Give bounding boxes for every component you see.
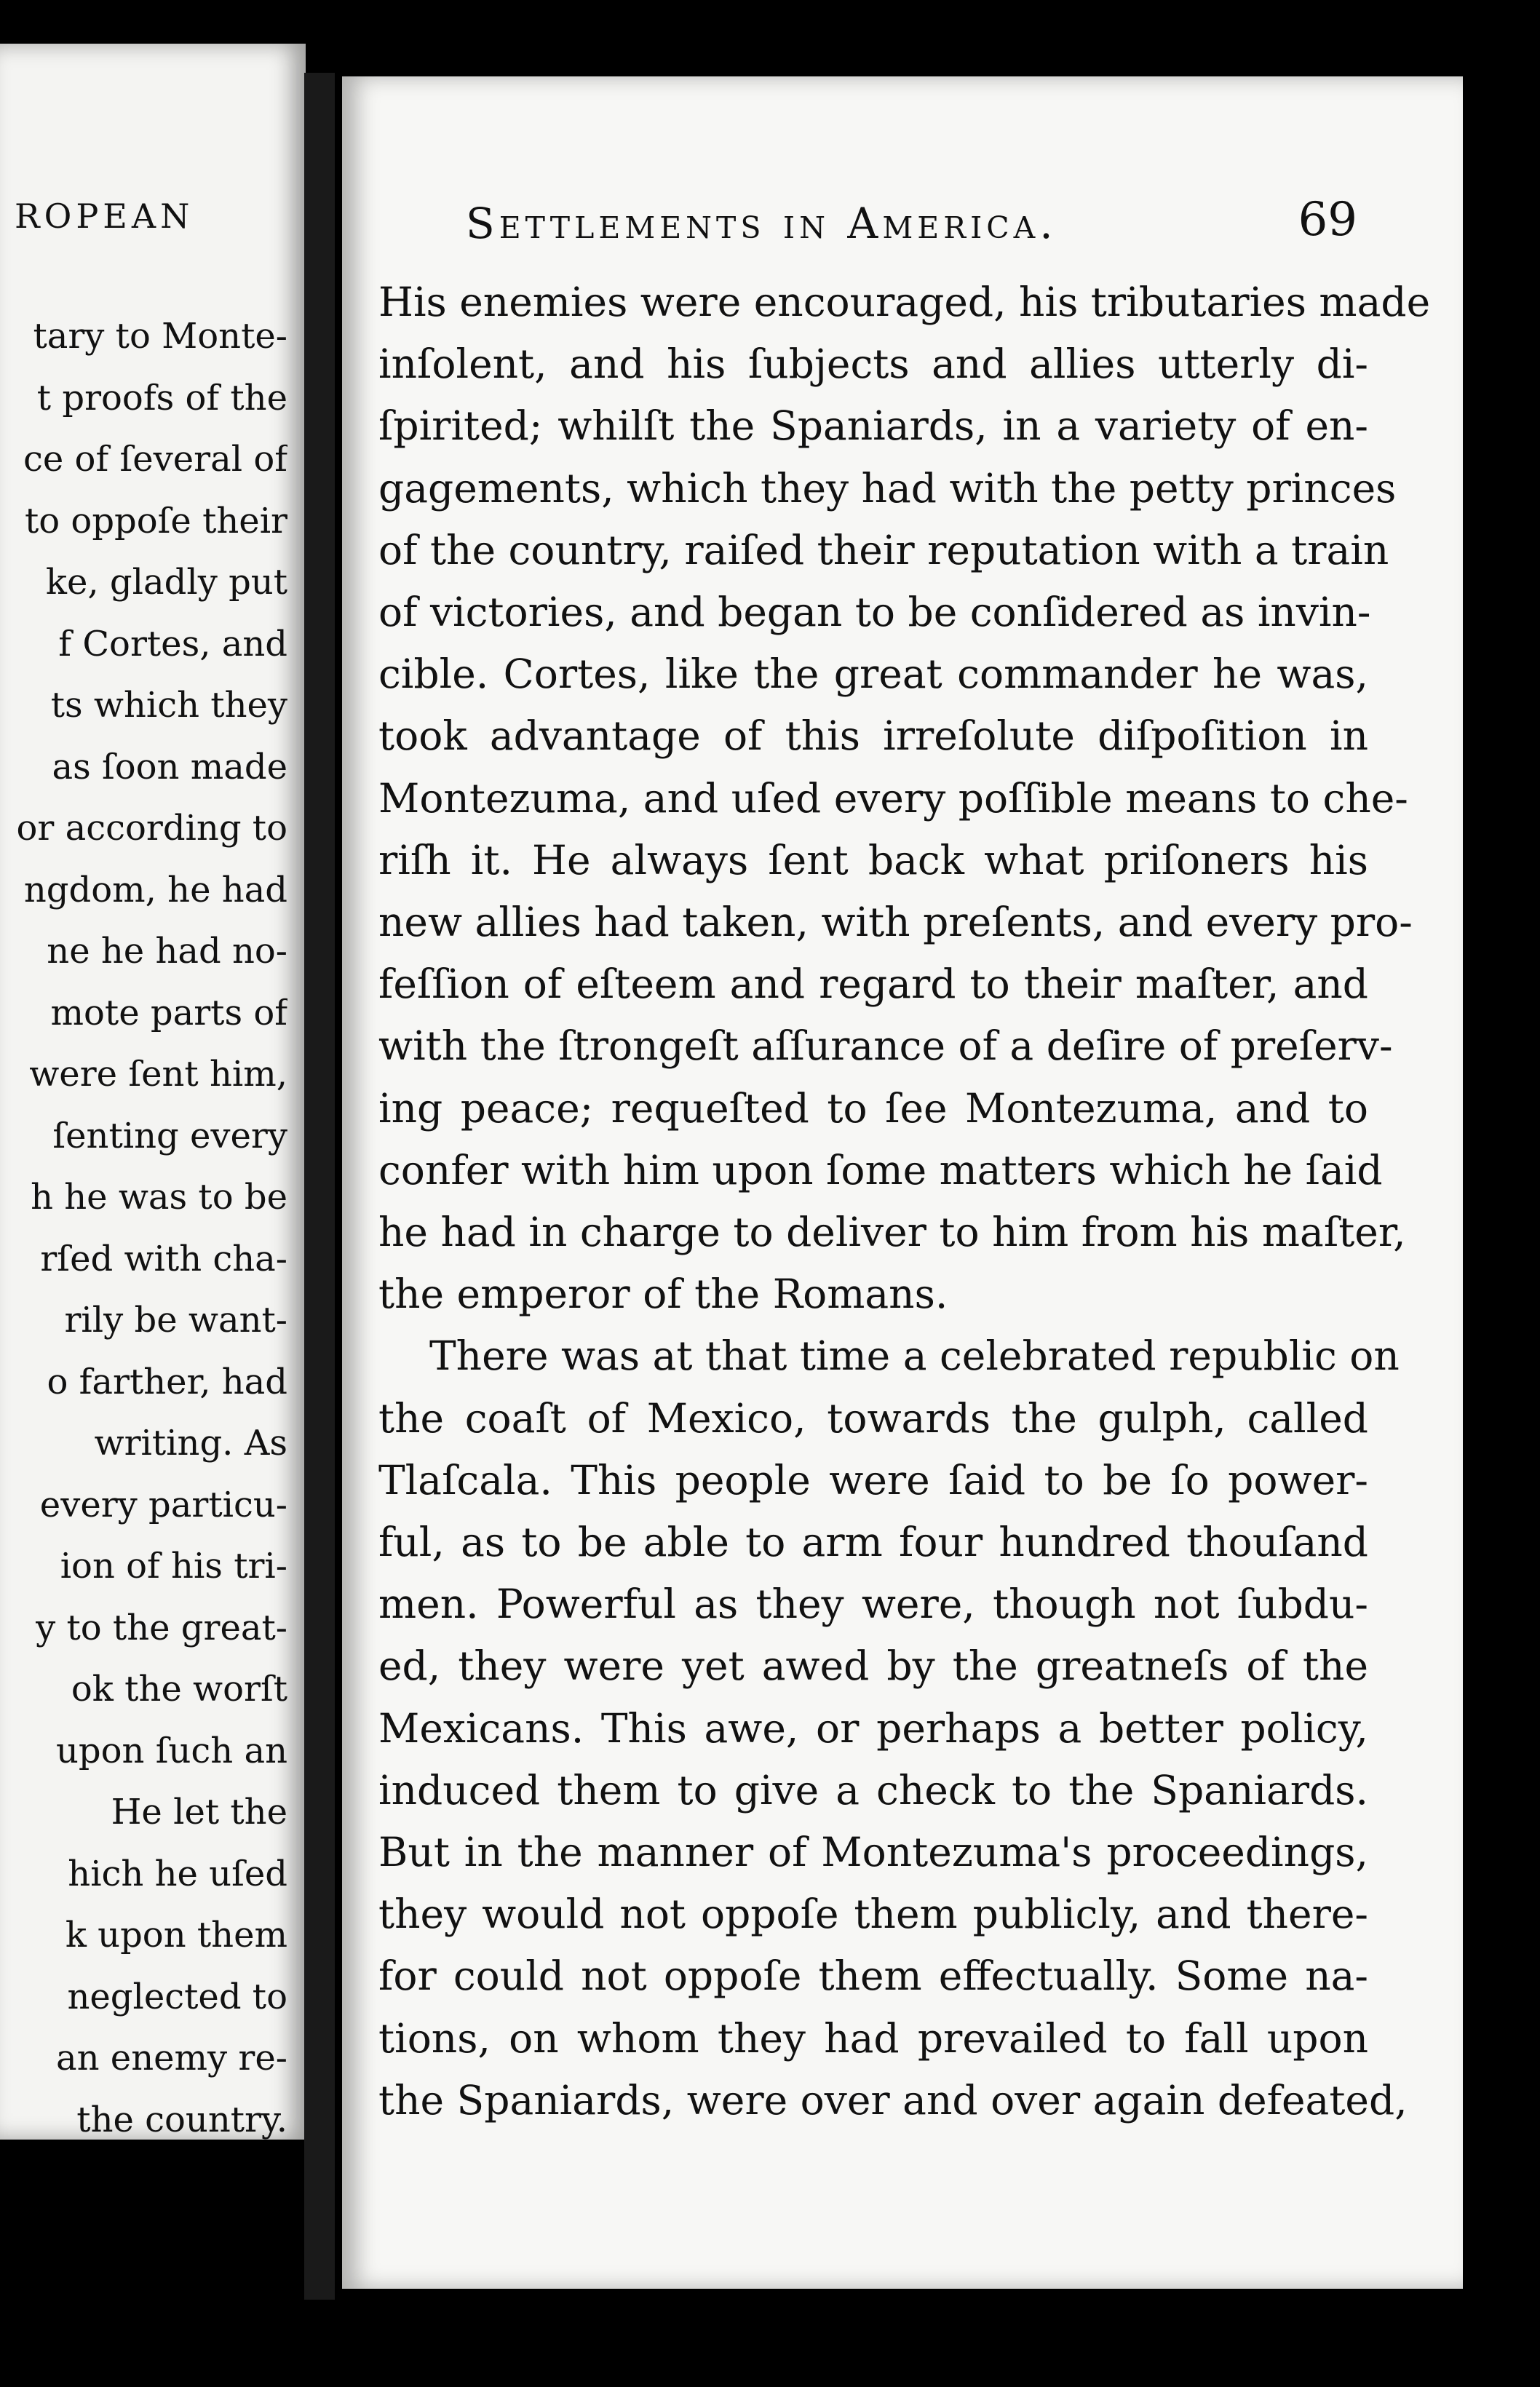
text-line: they would not oppoſe them publicly, and there-: [378, 1891, 1368, 1938]
text-line: new allies had taken, with preſents, and every pro-: [378, 899, 1413, 946]
running-head: Settlements in America.: [466, 199, 1057, 248]
left-text-line: ſenting every: [52, 1115, 287, 1156]
text-line: ing peace; requeſted to ſee Montezuma, and to: [378, 1084, 1368, 1132]
text-line: There was at that time a celebrated republic on: [429, 1332, 1400, 1380]
text-line: the emperor of the Romans.: [378, 1271, 948, 1318]
left-text-line: rſed with cha-: [40, 1238, 287, 1279]
left-text-line: ok the worſt: [71, 1669, 287, 1709]
text-line: cible. Cortes, like the great commander he was,: [378, 651, 1368, 698]
text-line: the coaſt of Mexico, towards the gulph, called: [378, 1394, 1368, 1442]
text-line: Montezuma, and uſed every poſſible means to che-: [378, 774, 1408, 822]
text-line: tions, on whom they had prevailed to fall upon: [378, 2014, 1368, 2062]
left-text-line: He let the: [111, 1792, 287, 1832]
text-line: gagements, which they had with the petty princes: [378, 464, 1397, 512]
left-text-line: the country.: [76, 2099, 287, 2140]
left-text-line: y to the great-: [36, 1607, 287, 1648]
left-text-line: as ſoon made: [52, 746, 287, 787]
text-line: feſſion of eſteem and regard to their maſter, and: [378, 961, 1368, 1008]
left-text-line: k upon them: [65, 1915, 287, 1955]
left-text-line: ke, gladly put: [45, 562, 287, 603]
left-text-line: f Cortes, and: [58, 623, 287, 664]
text-line: ed, they were yet awed by the greatneſs of the: [378, 1643, 1368, 1690]
left-text-block: [0, 306, 287, 2150]
text-line: ſpirited; whilſt the Spaniards, in a variety of en-: [378, 402, 1368, 450]
text-line: men. Powerful as they were, though not ſubdu-: [378, 1581, 1368, 1628]
text-line: But in the manner of Montezuma's proceedings,: [378, 1829, 1368, 1876]
text-line: with the ſtrongeſt aſſurance of a deſire of preſerv-: [378, 1022, 1393, 1070]
body-text: [378, 271, 1431, 2132]
left-text-line: neglected to: [67, 1976, 287, 2017]
text-line: of the country, raiſed their reputation with a train: [378, 526, 1389, 573]
left-text-line: ce of ſeveral of: [23, 439, 287, 480]
left-text-line: upon ſuch an: [56, 1730, 287, 1771]
left-text-line: ne he had no-: [47, 931, 287, 972]
text-line: confer with him upon ſome matters which he ſaid: [378, 1146, 1383, 1194]
text-line: took advantage of this irreſolute diſpoſition in: [378, 712, 1368, 760]
left-text-line: t proofs of the: [36, 377, 287, 418]
left-text-line: h he was to be: [31, 1177, 287, 1218]
text-line: inſolent, and his ſubjects and allies utterly di-: [378, 341, 1368, 388]
text-line: His enemies were encouraged, his tributaries made: [378, 279, 1431, 325]
left-text-line: ngdom, he had: [23, 869, 287, 910]
text-line: of victories, and began to be conſidered as invin-: [378, 589, 1371, 636]
left-text-line: ts which they: [50, 685, 287, 726]
text-line: induced them to give a check to the Spaniards.: [378, 1766, 1368, 1814]
left-text-line: mote parts of: [50, 992, 287, 1033]
left-text-line: an enemy re-: [56, 2038, 287, 2078]
left-text-line: tary to Monte-: [33, 316, 287, 357]
text-line: ful, as to be able to arm four hundred thouſand: [378, 1519, 1368, 1566]
text-line: he had in charge to deliver to him from his maſter,: [378, 1209, 1406, 1256]
left-text-line: hich he uſed: [68, 1853, 287, 1894]
text-line: Mexicans. This awe, or perhaps a better policy,: [378, 1704, 1368, 1752]
text-line: the Spaniards, were over and over again defeated,: [378, 2076, 1408, 2124]
left-text-line: were ſent him,: [29, 1054, 287, 1095]
text-line: for could not oppoſe them effectually. Some na-: [378, 1953, 1368, 2000]
left-text-line: o farther, had: [47, 1361, 287, 1402]
page-number: 69: [1298, 193, 1357, 247]
text-line: Tlaſcala. This people were ſaid to be ſo power-: [378, 1456, 1368, 1504]
left-text-line: writing. As: [94, 1423, 287, 1463]
left-page: [0, 44, 306, 2140]
left-running-head: ROPEAN: [15, 196, 194, 236]
book-gutter: [304, 73, 335, 2300]
text-line: riſh it. He always ſent back what priſoners his: [378, 836, 1368, 883]
left-text-line: ion of his tri-: [60, 1546, 287, 1586]
right-page: [342, 76, 1463, 2289]
left-text-line: every particu-: [39, 1484, 287, 1525]
left-text-line: or according to: [16, 808, 287, 849]
left-text-line: to oppoſe their: [24, 500, 287, 541]
left-text-line: rily be want-: [64, 1300, 287, 1341]
